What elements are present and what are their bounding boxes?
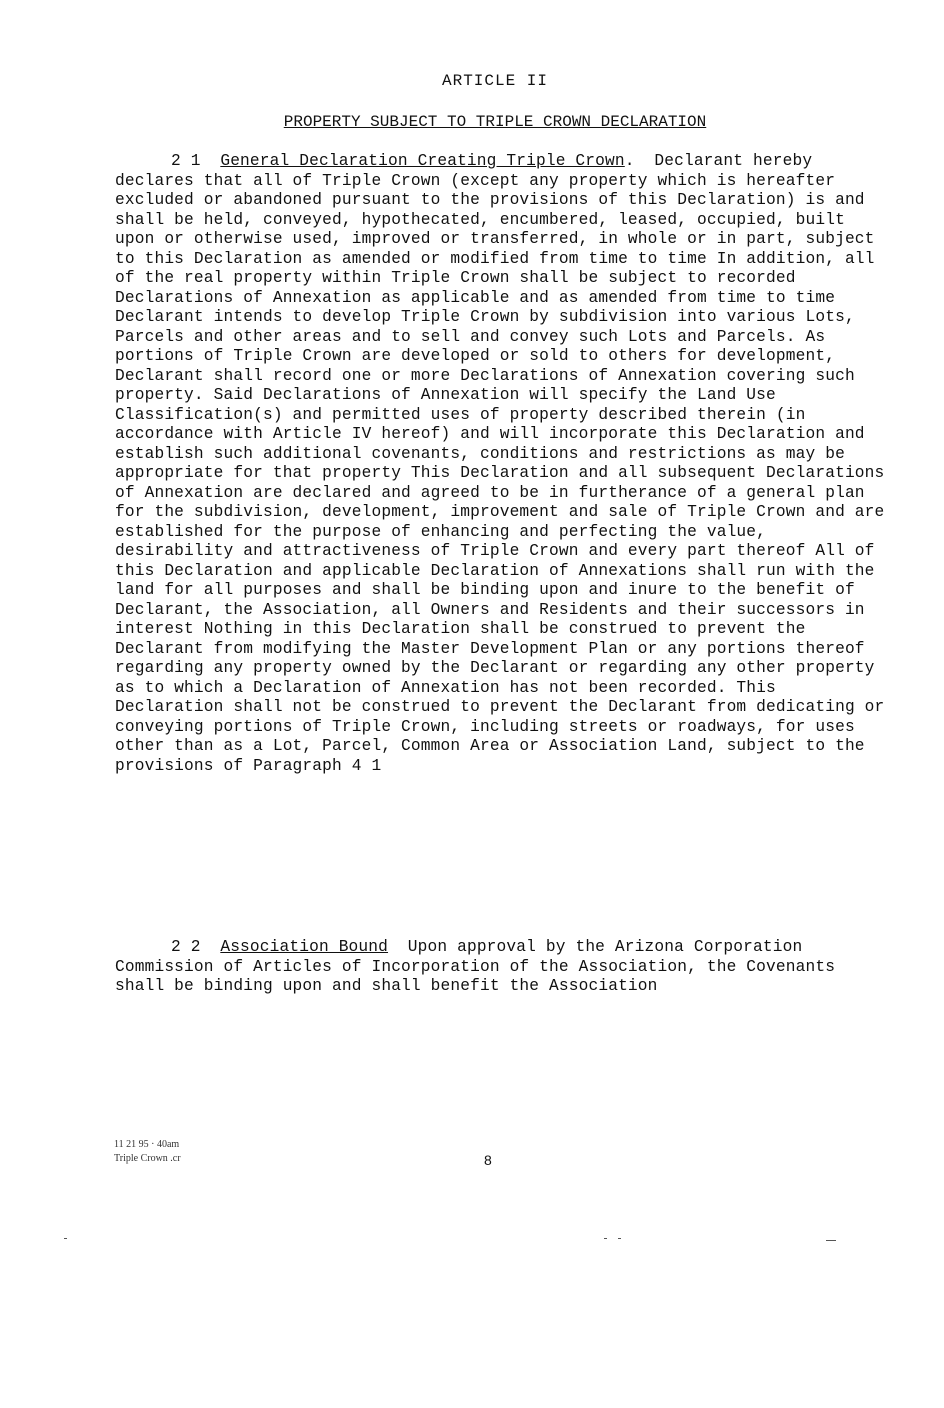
article-heading: PROPERTY SUBJECT TO TRIPLE CROWN DECLARATION (283, 113, 707, 131)
footer-file-line: Triple Crown .cr (114, 1153, 181, 1164)
footer-date-line: 11 21 95 · 40am (114, 1139, 180, 1150)
section-2-2-title: Association Bound (220, 938, 389, 956)
scan-speck (826, 1240, 836, 1241)
page-number: 8 (484, 1152, 492, 1168)
scan-speck (618, 1238, 621, 1239)
scan-speck (64, 1238, 67, 1239)
section-2-1-title: General Declaration Creating Triple Crown (220, 152, 625, 170)
section-2-2-text: Upon approval by the Arizona Corporation Commission of Articles of Incorporation of the Association, the Covenants shall be binding upon and shall benefit the Association (115, 938, 836, 995)
footer-file-info (114, 1138, 181, 1166)
section-2-2-paragraph (115, 938, 885, 997)
section-2-2-number: 2 2 (171, 938, 201, 956)
section-2-1-text: Declarant hereby declares that all of Triple Crown (except any property which is hereafter excluded or abandoned pursuant to the provisions of this Declaration) is and shall be held, conveyed, hypothecated, encumbered, leased, occupied, built upon or otherwise used, improved or transferred, in whole or in part, subject to this Declaration as amended or modified from time to time In addition, all of the real property within Triple Crown shall be subject to recorded Declarations of Annexation as applicable and as amended from time to time Declarant intends to develop Triple Crown by subdivision into various Lots, Parcels and other areas and to sell and convey such Lots and Parcels. As portions of Triple Crown are developed or sold to others for development, Declarant shall record one or more Declarations of Annexation covering such property. Said Declarations of Annexation will specify the Land Use Classification(s) and permitted uses of property described therein (in accordance with Article IV hereof) and will incorporate this Declaration and establish such additional covenants, conditions and restrictions as may be appropriate for that property This Declaration and all subsequent Declarations of Annexation are declared and agreed to be in furtherance of a general plan for the subdivision, development, improvement and sale of Triple Crown and are established for the purpose of enhancing and perfecting the value, desirability and attractiveness of Triple Crown and every part thereof All of this Declaration and applicable Declaration of Annexations shall run with the land for all purposes and shall be binding upon and inure to the benefit of Declarant, the Association, all Owners and Residents and their successors in interest Nothing in this Declaration shall be construed to prevent the Declarant from modifying the Master Development Plan or any portions thereof regarding any property owned by the Declarant or regarding any other property as to which a Declaration of Annexation has not been recorded. This Declaration shall not be construed to prevent the Declarant from dedicating or conveying portions of Triple Crown, including streets or roadways, for uses other than as a Lot, Parcel, Common Area or Association Land, subject to the provisions of Paragraph 4 1 (115, 152, 885, 775)
section-2-1-number: 2 1 (171, 152, 201, 170)
article-title: ARTICLE II (441, 72, 548, 90)
scan-speck (604, 1238, 607, 1239)
section-2-1-paragraph: 2 1 General Declaration Creating Triple Crown. Declarant hereby declares that all of Triple Crown (except any property which is hereafter excluded or abandoned pursuant to the provisions of this Declaration) is and shall be held, conveyed, hypothecated, encumbered, leased, occupied, built upon or otherwise used, improved or transferred, in whole or in part, subject to this Declaration as amended or modified from time to time In addition, all of the real property within Triple Crown shall be subject to recorded Declarations of Annexation as applicable and as amended from time to time Declarant intends to develop Triple Crown by subdivision into various Lots, Parcels and other areas and to sell and convey such Lots and Parcels. As portions of Triple Crown are developed or sold to others for development, Declarant shall record one or more Declarations of Annexation covering such property. Said Declarations of Annexation will specify the Land Use Classification(s) and permitted uses of property described therein (in accordance with Article IV hereof) and will incorporate this Declaration and establish such additional covenants, conditions and restrictions as may be appropriate for that property This Declaration and all subsequent Declarations of Annexation are declared and agreed to be in furtherance of a general plan for the subdivision, development, improvement and sale of Triple Crown and are established for the purpose of enhancing and perfecting the value, desirability and attractiveness of Triple Crown and every part thereof All of this Declaration and applicable Declaration of Annexations shall run with the land for all purposes and shall be binding upon and inure to the benefit of Declarant, the Association, all Owners and Residents and their successors in interest Nothing in this Declaration shall be construed to prevent the Declarant from modifying the Master Development Plan or any portions thereof regarding any property owned by the Declarant or regarding any other property as to which a Declaration of Annexation has not been recorded. This Declaration shall not be construed to prevent the Declarant from dedicating or conveying portions of Triple Crown, including streets or roadways, for uses other than as a Lot, Parcel, Common Area or Association Land, subject to the provisions of Paragraph 4 1 (115, 152, 885, 775)
